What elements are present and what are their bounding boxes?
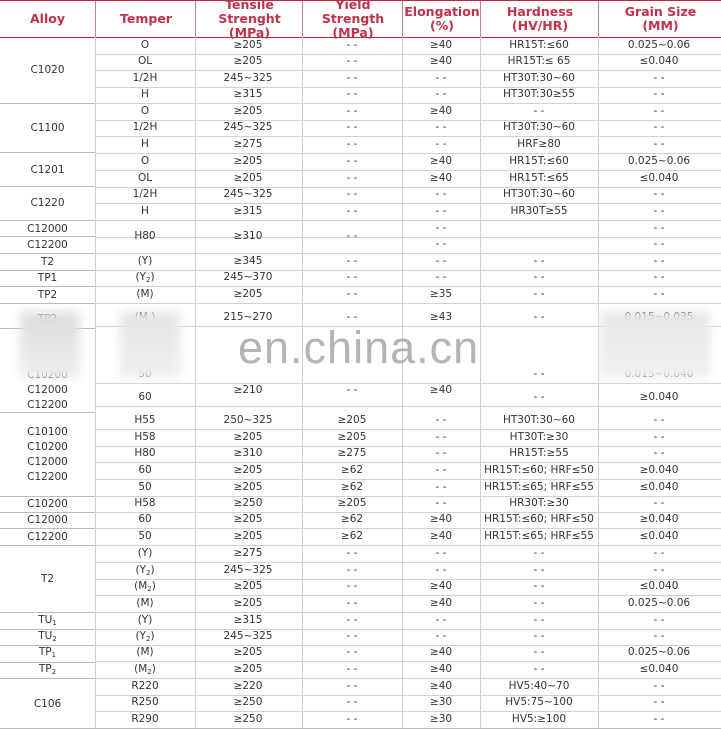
cell-yield: - - bbox=[346, 547, 358, 559]
alloy-name: $TU_2$ bbox=[38, 629, 57, 643]
cell-yield: - - bbox=[346, 614, 358, 626]
cell-tensile: 245~325 bbox=[223, 188, 273, 200]
cell-hardness: HR15T:≤60; HRF≤50 bbox=[484, 513, 594, 525]
cell-yield: - - bbox=[346, 630, 358, 642]
cell-grain-size: - - bbox=[653, 271, 665, 283]
cell-yield: - - bbox=[346, 680, 358, 692]
cell-hardness: - - bbox=[533, 564, 545, 576]
cell-elongation: ≥40 bbox=[429, 155, 453, 167]
alloy-name: C10200 bbox=[27, 498, 68, 510]
cell-hardness: - - bbox=[533, 391, 545, 403]
cell-yield: - - bbox=[346, 39, 358, 51]
cell-temper: H58 bbox=[134, 431, 156, 443]
cell-hardness: HT30T:30~60 bbox=[503, 414, 575, 426]
alloy-name: C12200 bbox=[27, 530, 68, 543]
cell-temper: 50 bbox=[138, 530, 152, 542]
cell-alloy bbox=[0, 528, 95, 545]
cell-alloy bbox=[0, 613, 95, 629]
alloy-name: TP2 bbox=[37, 288, 58, 301]
cell-tensile: ≥250 bbox=[233, 497, 263, 509]
cell-elongation: - - bbox=[435, 72, 447, 84]
cell-hardness: HR15T:≤65 bbox=[509, 172, 569, 184]
cell-temper: $(Y_2)$ bbox=[135, 271, 155, 284]
row-divider bbox=[95, 429, 721, 430]
merged-cell-yield: - - bbox=[346, 384, 358, 396]
cell-grain-size: ≤0.040 bbox=[639, 172, 679, 184]
row-divider bbox=[95, 253, 721, 254]
cell-temper: H bbox=[141, 205, 149, 217]
cell-yield: - - bbox=[346, 88, 358, 100]
cell-yield: - - bbox=[346, 138, 358, 150]
cell-hardness: HR15T:≤65; HRF≤55 bbox=[484, 530, 594, 542]
cell-elongation: - - bbox=[435, 88, 447, 100]
cell-grain-size: - - bbox=[653, 188, 665, 200]
cell-grain-size: ≥0.040 bbox=[639, 513, 679, 525]
cell-temper: $(M_2)$ bbox=[134, 580, 156, 593]
cell-hardness: HV5:75~100 bbox=[505, 696, 573, 708]
alloy-name: TP1 bbox=[37, 272, 58, 284]
cell-grain-size: 0.025~0.06 bbox=[627, 646, 691, 658]
blurred-region bbox=[120, 312, 180, 378]
cell-hardness: HR30T:≥30 bbox=[509, 497, 569, 509]
cell-tensile: ≥315 bbox=[233, 614, 263, 626]
alloy-name: $TP_1$ bbox=[38, 646, 57, 659]
cell-hardness: - - bbox=[533, 663, 545, 675]
cell-alloy bbox=[0, 546, 95, 612]
cell-tensile: ≥205 bbox=[233, 646, 263, 658]
cell-yield: - - bbox=[346, 564, 358, 576]
cell-alloy bbox=[0, 237, 95, 253]
cell-temper: (Y) bbox=[137, 255, 153, 267]
row-divider bbox=[95, 661, 721, 662]
row-divider bbox=[95, 595, 721, 596]
row-divider bbox=[95, 678, 721, 679]
cell-elongation: - - bbox=[435, 464, 447, 476]
merged-cell-elongation: ≥40 bbox=[429, 384, 453, 396]
cell-elongation: - - bbox=[435, 447, 447, 459]
cell-elongation: - - bbox=[435, 481, 447, 493]
cell-temper: 60 bbox=[138, 513, 152, 525]
cell-grain-size: - - bbox=[653, 288, 665, 300]
row-divider bbox=[95, 479, 721, 480]
cell-grain-size: - - bbox=[653, 238, 665, 250]
cell-elongation: ≥43 bbox=[429, 311, 453, 323]
alloy-name: C1020 bbox=[30, 64, 65, 76]
cell-yield: ≥62 bbox=[340, 513, 364, 525]
cell-tensile: ≥250 bbox=[233, 713, 263, 725]
row-divider bbox=[0, 303, 95, 304]
cell-tensile: ≥275 bbox=[233, 547, 263, 559]
cell-temper: OL bbox=[137, 172, 153, 184]
cell-yield: - - bbox=[346, 255, 358, 267]
cell-grain-size: 0.025~0.06 bbox=[627, 39, 691, 51]
cell-grain-size: - - bbox=[653, 680, 665, 692]
cell-tensile: ≥205 bbox=[233, 288, 263, 300]
row-divider bbox=[95, 170, 721, 171]
cell-hardness: - - bbox=[533, 311, 545, 323]
cell-grain-size: ≤0.040 bbox=[639, 663, 679, 675]
cell-elongation: - - bbox=[435, 255, 447, 267]
cell-elongation: ≥30 bbox=[429, 713, 453, 725]
merged-cell-tensile: ≥310 bbox=[233, 230, 263, 242]
cell-tensile: ≥205 bbox=[233, 663, 263, 675]
cell-temper: R250 bbox=[131, 696, 159, 708]
cell-alloy bbox=[0, 413, 95, 496]
cell-temper: (Y) bbox=[137, 547, 153, 559]
row-divider bbox=[95, 528, 721, 529]
cell-temper: $(Y_2)$ bbox=[135, 630, 155, 643]
cell-grain-size: - - bbox=[653, 614, 665, 626]
cell-alloy bbox=[0, 496, 95, 512]
cell-yield: - - bbox=[346, 713, 358, 725]
cell-yield: ≥275 bbox=[337, 447, 367, 459]
cell-yield: - - bbox=[346, 188, 358, 200]
cell-yield: ≥205 bbox=[337, 414, 367, 426]
cell-alloy bbox=[0, 512, 95, 528]
alloy-name: C10100 bbox=[27, 425, 68, 438]
cell-yield: - - bbox=[346, 205, 358, 217]
header-alloy: Alloy bbox=[30, 11, 65, 26]
cell-temper: 50 bbox=[138, 481, 152, 493]
cell-yield: ≥62 bbox=[340, 464, 364, 476]
cell-elongation: ≥30 bbox=[429, 696, 453, 708]
cell-yield: ≥62 bbox=[340, 481, 364, 493]
alloy-name: C1220 bbox=[30, 197, 65, 209]
cell-yield: - - bbox=[346, 55, 358, 67]
header-grain-size: Grain Size (MM) bbox=[598, 1, 721, 37]
cell-elongation: - - bbox=[435, 414, 447, 426]
alloy-name: $TU_1$ bbox=[38, 613, 57, 627]
cell-hardness: - - bbox=[533, 630, 545, 642]
cell-hardness: - - bbox=[533, 105, 545, 117]
row-divider bbox=[95, 406, 721, 407]
merged-cell-temper: H80 bbox=[134, 230, 156, 242]
cell-hardness: HT30T:≥30 bbox=[509, 431, 569, 443]
cell-tensile: ≥205 bbox=[233, 530, 263, 542]
cell-yield: - - bbox=[346, 155, 358, 167]
row-divider bbox=[95, 612, 721, 613]
cell-elongation: ≥40 bbox=[429, 55, 453, 67]
row-divider bbox=[95, 153, 721, 154]
cell-hardness: HR30T≥55 bbox=[510, 205, 568, 217]
cell-tensile: 215~270 bbox=[223, 311, 273, 323]
cell-grain-size: ≤0.040 bbox=[639, 55, 679, 67]
cell-tensile: ≥315 bbox=[233, 205, 263, 217]
alloy-name: C12000 bbox=[27, 514, 68, 526]
cell-elongation: - - bbox=[435, 121, 447, 133]
alloy-name: $TP_2$ bbox=[38, 662, 57, 676]
alloy-name: C12000 bbox=[27, 383, 68, 396]
cell-yield: - - bbox=[346, 696, 358, 708]
cell-temper: O bbox=[140, 155, 150, 167]
cell-grain-size: - - bbox=[653, 205, 665, 217]
cell-tensile: 245~370 bbox=[223, 271, 273, 283]
cell-grain-size: - - bbox=[653, 414, 665, 426]
row-divider bbox=[95, 711, 721, 712]
blurred-region bbox=[20, 312, 80, 378]
alloy-name: C10200 bbox=[27, 440, 68, 453]
cell-tensile: ≥205 bbox=[233, 597, 263, 609]
cell-elongation: - - bbox=[435, 205, 447, 217]
cell-grain-size: - - bbox=[653, 630, 665, 642]
cell-alloy bbox=[0, 679, 95, 728]
cell-hardness: - - bbox=[533, 597, 545, 609]
alloy-name: T2 bbox=[40, 256, 55, 268]
cell-temper: (M) bbox=[136, 646, 154, 658]
cell-elongation: ≥40 bbox=[429, 513, 453, 525]
cell-hardness: HV5:≥100 bbox=[511, 713, 567, 725]
cell-hardness: HR15T:≤65; HRF≤55 bbox=[484, 481, 594, 493]
cell-hardness: - - bbox=[533, 271, 545, 283]
cell-hardness: HT30T:30≥55 bbox=[503, 88, 575, 100]
alloy-name: C12000 bbox=[27, 222, 68, 235]
row-divider bbox=[95, 462, 721, 463]
cell-elongation: - - bbox=[435, 630, 447, 642]
row-divider bbox=[95, 70, 721, 71]
cell-yield: ≥62 bbox=[340, 530, 364, 542]
cell-hardness: - - bbox=[533, 646, 545, 658]
cell-grain-size: ≥0.040 bbox=[639, 464, 679, 476]
cell-alloy bbox=[0, 254, 95, 270]
cell-temper: H bbox=[141, 138, 149, 150]
cell-grain-size: - - bbox=[653, 713, 665, 725]
cell-temper: O bbox=[140, 105, 150, 117]
cell-elongation: - - bbox=[435, 614, 447, 626]
cell-temper: H80 bbox=[134, 447, 156, 459]
row-divider bbox=[95, 545, 721, 546]
cell-grain-size: ≤0.040 bbox=[639, 481, 679, 493]
cell-tensile: ≥205 bbox=[233, 580, 263, 592]
cell-yield: - - bbox=[346, 646, 358, 658]
cell-grain-size: - - bbox=[653, 255, 665, 267]
cell-yield: ≥205 bbox=[337, 497, 367, 509]
cell-hardness: - - bbox=[533, 288, 545, 300]
cell-grain-size: - - bbox=[653, 121, 665, 133]
cell-elongation: ≥40 bbox=[429, 580, 453, 592]
cell-elongation: ≥40 bbox=[429, 663, 453, 675]
row-divider bbox=[95, 203, 721, 204]
cell-hardness: - - bbox=[533, 547, 545, 559]
cell-temper: $(Y_2)$ bbox=[135, 564, 155, 577]
cell-hardness: - - bbox=[533, 368, 545, 380]
row-divider bbox=[95, 562, 721, 563]
cell-tensile: 245~325 bbox=[223, 564, 273, 576]
cell-temper: O bbox=[140, 39, 150, 51]
alloy-name: C12200 bbox=[27, 398, 68, 411]
row-divider bbox=[95, 136, 721, 137]
cell-temper: R220 bbox=[131, 680, 159, 692]
cell-alloy bbox=[0, 645, 95, 662]
cell-tensile: ≥205 bbox=[233, 513, 263, 525]
cell-temper: 1/2H bbox=[132, 188, 158, 200]
cell-grain-size: - - bbox=[653, 696, 665, 708]
cell-grain-size: - - bbox=[653, 105, 665, 117]
cell-hardness: HV5:40~70 bbox=[508, 680, 570, 692]
cell-elongation: - - bbox=[435, 271, 447, 283]
header-yield-strength: Yield Strength (MPa) bbox=[302, 1, 403, 37]
cell-grain-size: - - bbox=[653, 431, 665, 443]
blurred-region bbox=[600, 312, 710, 378]
alloy-name: C12200 bbox=[27, 470, 68, 483]
cell-hardness: HT30T:30~60 bbox=[503, 188, 575, 200]
cell-tensile: ≥315 bbox=[233, 88, 263, 100]
row-divider bbox=[95, 103, 721, 104]
cell-temper: (Y) bbox=[137, 614, 153, 626]
cell-hardness: HR15T:≤60; HRF≤50 bbox=[484, 464, 594, 476]
cell-temper: H55 bbox=[134, 414, 156, 426]
cell-temper: H bbox=[141, 88, 149, 100]
cell-elongation: ≥40 bbox=[429, 530, 453, 542]
alloy-name: C106 bbox=[33, 697, 62, 710]
cell-grain-size: - - bbox=[653, 447, 665, 459]
cell-alloy bbox=[0, 186, 95, 220]
cell-alloy bbox=[0, 270, 95, 286]
cell-yield: - - bbox=[346, 311, 358, 323]
cell-tensile: ≥205 bbox=[233, 155, 263, 167]
cell-tensile: ≥345 bbox=[233, 255, 263, 267]
cell-yield: - - bbox=[346, 288, 358, 300]
cell-elongation: - - bbox=[435, 188, 447, 200]
cell-yield: - - bbox=[346, 663, 358, 675]
header-tensile-strength: Tensile Strenght (MPa) bbox=[195, 1, 303, 37]
cell-yield: ≥205 bbox=[337, 431, 367, 443]
cell-hardness: HR15T:≥55 bbox=[509, 447, 569, 459]
cell-grain-size: - - bbox=[653, 72, 665, 84]
cell-elongation: - - bbox=[435, 238, 447, 250]
merged-cell-yield: - - bbox=[346, 230, 358, 242]
cell-hardness: HR15T:≤60 bbox=[509, 155, 569, 167]
cell-grain-size: ≥0.040 bbox=[639, 391, 679, 403]
cell-grain-size: - - bbox=[653, 88, 665, 100]
cell-tensile: 245~325 bbox=[223, 121, 273, 133]
cell-grain-size: - - bbox=[653, 547, 665, 559]
cell-alloy bbox=[0, 629, 95, 645]
cell-hardness: HT30T:30~60 bbox=[503, 121, 575, 133]
cell-yield: - - bbox=[346, 172, 358, 184]
cell-temper: 60 bbox=[138, 391, 152, 403]
cell-hardness: - - bbox=[533, 614, 545, 626]
cell-elongation: ≥40 bbox=[429, 172, 453, 184]
cell-tensile: 250~325 bbox=[223, 414, 273, 426]
cell-alloy bbox=[0, 662, 95, 678]
row-divider bbox=[95, 303, 721, 304]
cell-temper: $(M_2)$ bbox=[134, 663, 156, 676]
cell-alloy bbox=[0, 154, 95, 186]
cell-tensile: ≥205 bbox=[233, 431, 263, 443]
cell-grain-size: ≤0.040 bbox=[639, 580, 679, 592]
cell-elongation: ≥40 bbox=[429, 105, 453, 117]
cell-yield: - - bbox=[346, 105, 358, 117]
cell-grain-size: - - bbox=[653, 497, 665, 509]
cell-tensile: ≥220 bbox=[233, 680, 263, 692]
cell-elongation: - - bbox=[435, 497, 447, 509]
cell-grain-size: - - bbox=[653, 222, 665, 234]
alloy-name: T2 bbox=[40, 573, 55, 585]
cell-tensile: ≥205 bbox=[233, 105, 263, 117]
cell-hardness: HT30T:30~60 bbox=[503, 72, 575, 84]
cell-grain-size: 0.025~0.06 bbox=[627, 597, 691, 609]
cell-elongation: ≥35 bbox=[429, 288, 453, 300]
row-divider bbox=[95, 220, 721, 221]
cell-tensile: ≥205 bbox=[233, 481, 263, 493]
cell-tensile: ≥310 bbox=[233, 447, 263, 459]
cell-grain-size: 0.025~0.06 bbox=[627, 155, 691, 167]
cell-elongation: ≥40 bbox=[429, 597, 453, 609]
cell-tensile: 245~325 bbox=[223, 630, 273, 642]
alloy-name: C1100 bbox=[30, 122, 65, 134]
cell-elongation: ≥40 bbox=[429, 680, 453, 692]
cell-tensile: ≥205 bbox=[233, 464, 263, 476]
cell-hardness: - - bbox=[533, 255, 545, 267]
cell-hardness: HR15T:≤60 bbox=[509, 39, 569, 51]
cell-temper: 1/2H bbox=[132, 72, 158, 84]
cell-alloy bbox=[0, 221, 95, 236]
cell-tensile: 245~325 bbox=[223, 72, 273, 84]
cell-temper: 1/2H bbox=[132, 121, 158, 133]
cell-grain-size: - - bbox=[653, 138, 665, 150]
header-elongation: Elongation (%) bbox=[402, 1, 481, 37]
cell-alloy bbox=[0, 37, 95, 103]
cell-yield: - - bbox=[346, 597, 358, 609]
cell-alloy bbox=[0, 104, 95, 152]
table-header bbox=[0, 0, 721, 38]
cell-elongation: ≥40 bbox=[429, 39, 453, 51]
cell-elongation: - - bbox=[435, 138, 447, 150]
merged-cell-tensile: ≥210 bbox=[233, 384, 263, 396]
row-divider bbox=[95, 286, 721, 287]
cell-yield: - - bbox=[346, 580, 358, 592]
row-divider bbox=[0, 152, 95, 153]
cell-elongation: - - bbox=[435, 431, 447, 443]
cell-temper: (M) bbox=[136, 288, 154, 300]
cell-tensile: ≥205 bbox=[233, 39, 263, 51]
header-temper: Temper bbox=[95, 1, 196, 37]
cell-yield: - - bbox=[346, 271, 358, 283]
cell-elongation: - - bbox=[435, 222, 447, 234]
cell-temper: OL bbox=[137, 55, 153, 67]
cell-yield: - - bbox=[346, 72, 358, 84]
cell-temper: H58 bbox=[134, 497, 156, 509]
cell-temper: 60 bbox=[138, 464, 152, 476]
cell-tensile: ≥205 bbox=[233, 172, 263, 184]
cell-tensile: ≥205 bbox=[233, 55, 263, 67]
cell-temper: (M) bbox=[136, 597, 154, 609]
watermark: en.china.cn bbox=[238, 322, 480, 373]
cell-tensile: ≥250 bbox=[233, 696, 263, 708]
cell-hardness: HR15T:≤ 65 bbox=[507, 55, 571, 67]
cell-elongation: ≥40 bbox=[429, 646, 453, 658]
alloy-name: C12000 bbox=[27, 455, 68, 468]
cell-tensile: ≥275 bbox=[233, 138, 263, 150]
cell-grain-size: ≤0.040 bbox=[639, 530, 679, 542]
cell-grain-size: - - bbox=[653, 564, 665, 576]
alloy-name: C1201 bbox=[30, 164, 65, 176]
cell-yield: - - bbox=[346, 121, 358, 133]
cell-hardness: HRF≥80 bbox=[517, 138, 561, 150]
header-hardness: Hardness (HV/HR) bbox=[480, 1, 599, 37]
alloy-name: C12200 bbox=[27, 239, 68, 251]
cell-alloy bbox=[0, 286, 95, 303]
cell-temper: R290 bbox=[131, 713, 159, 725]
cell-elongation: - - bbox=[435, 547, 447, 559]
cell-hardness: - - bbox=[533, 580, 545, 592]
cell-elongation: - - bbox=[435, 564, 447, 576]
